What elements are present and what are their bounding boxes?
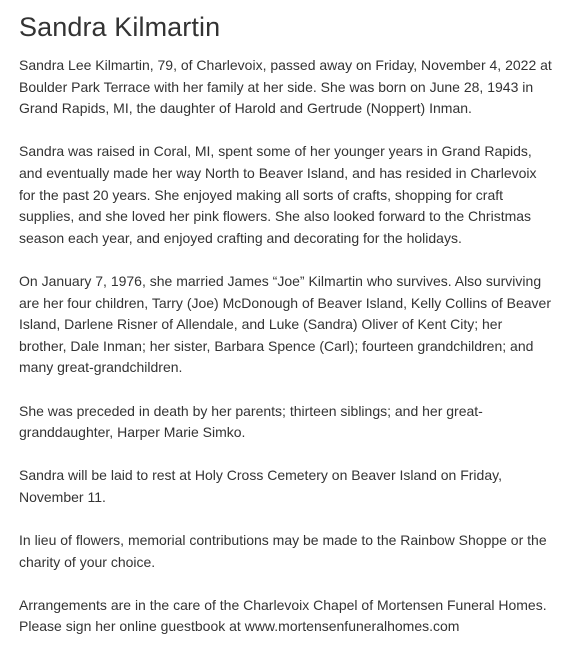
paragraph-survivors: On January 7, 1976, she married James “Joe” Kilmartin who survives. Also surviving are her four children, Tarry (Joe) McDonough of Beaver Island, Kelly Collins of Beaver Island, Darlene Risner of Allendale, and Luke (Sandra) Oliver of Kent City; her brother, Dale Inman; her sister, Barbara Spence (Carl); fourteen grandchildren; and many great-grandchildren. bbox=[19, 272, 551, 376]
paragraph-intro: Sandra Lee Kilmartin, 79, of Charlevoix, passed away on Friday, November 4, 2022 at Boulder Park Terrace with her family at her side. She was born on June 28, 1943 in Grand Rapids, MI, the daughter of Harold and Gertrude (Noppert) Inman. bbox=[19, 57, 552, 117]
paragraph-memorials: In lieu of flowers, memorial contributions may be made to the Rainbow Shoppe or the charity of your choice. bbox=[19, 532, 547, 570]
paragraph-preceded: She was preceded in death by her parents; thirteen siblings; and her great-granddaughter, Harper Marie Simko. bbox=[19, 402, 483, 441]
page-title: Sandra Kilmartin bbox=[19, 12, 221, 42]
paragraph-arrangements: Arrangements are in the care of the Charlevoix Chapel of Mortensen Funeral Homes. Please sign her online guestbook at www.mortensenfuneralhomes.com bbox=[19, 596, 547, 635]
paragraph-burial: Sandra will be laid to rest at Holy Cross Cemetery on Beaver Island on Friday, November 11. bbox=[19, 467, 502, 505]
paragraph-life: Sandra was raised in Coral, MI, spent some of her younger years in Grand Rapids, and eventually made her way North to Beaver Island, and has resided in Charlevoix for the past 20 years. She enjoyed making all sorts of crafts, shopping for craft supplies, and she loved her pink flowers. She also looked forward to the Christmas season each year, and enjoyed crafting and decorating for the holidays. bbox=[19, 143, 537, 246]
